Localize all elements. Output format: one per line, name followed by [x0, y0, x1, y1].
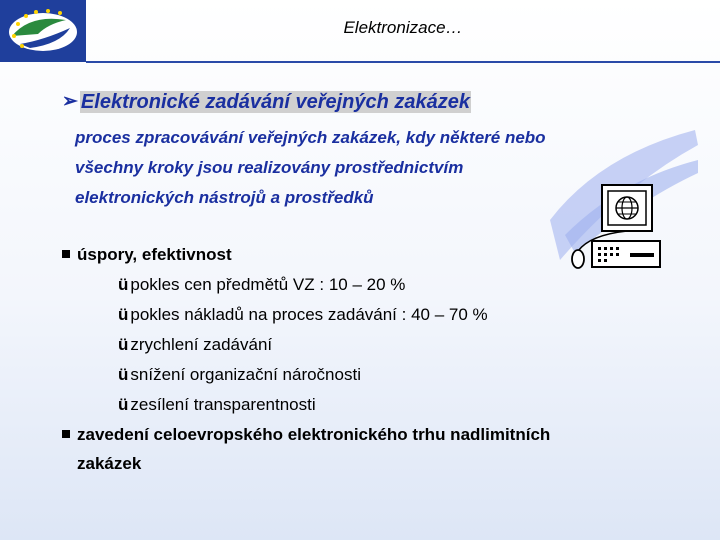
logo-icon: [0, 0, 86, 62]
square-bullet-icon: [62, 430, 70, 438]
definition-line: proces zpracovávání veřejných zakázek, kdy některé nebo: [75, 128, 546, 147]
bullet-item: [62, 420, 550, 478]
header-divider: [86, 61, 720, 63]
check-text: pokles cen předmětů VZ : 10 – 20 %: [130, 275, 406, 294]
check-icon: ü: [118, 305, 129, 324]
check-text: pokles nákladů na proces zadávání : 40 – 70 %: [130, 305, 488, 324]
check-icon: ü: [118, 275, 129, 294]
heading-text: Elektronické zadávání veřejných zakázek: [80, 90, 471, 113]
arrow-bullet-icon: ➢: [62, 91, 78, 112]
check-text: zrychlení zadávání: [130, 335, 273, 354]
check-item: [118, 390, 316, 419]
check-text: zesílení transparentnosti: [130, 395, 316, 414]
section-heading: [62, 90, 471, 113]
check-icon: ü: [118, 335, 129, 354]
bullet-item: [62, 240, 232, 269]
check-item: [118, 270, 405, 299]
definition-line: všechny kroky jsou realizovány prostřednictvím: [75, 158, 464, 177]
check-icon: ü: [118, 365, 129, 384]
definition-line: elektronických nástrojů a prostředků: [75, 188, 374, 207]
page-title: Elektronizace…: [343, 18, 463, 37]
check-item: [118, 360, 361, 389]
check-item: [118, 330, 272, 359]
check-text: snížení organizační náročnosti: [130, 365, 361, 384]
bullet-text: zakázek: [77, 454, 142, 473]
square-bullet-icon: [62, 250, 70, 258]
bullet-text: úspory, efektivnost: [77, 245, 232, 264]
check-item: [118, 300, 488, 329]
check-icon: ü: [118, 395, 129, 414]
computer-globe-icon: [530, 125, 700, 280]
bullet-text: zavedení celoevropského elektronického trhu nadlimitních: [77, 425, 551, 444]
